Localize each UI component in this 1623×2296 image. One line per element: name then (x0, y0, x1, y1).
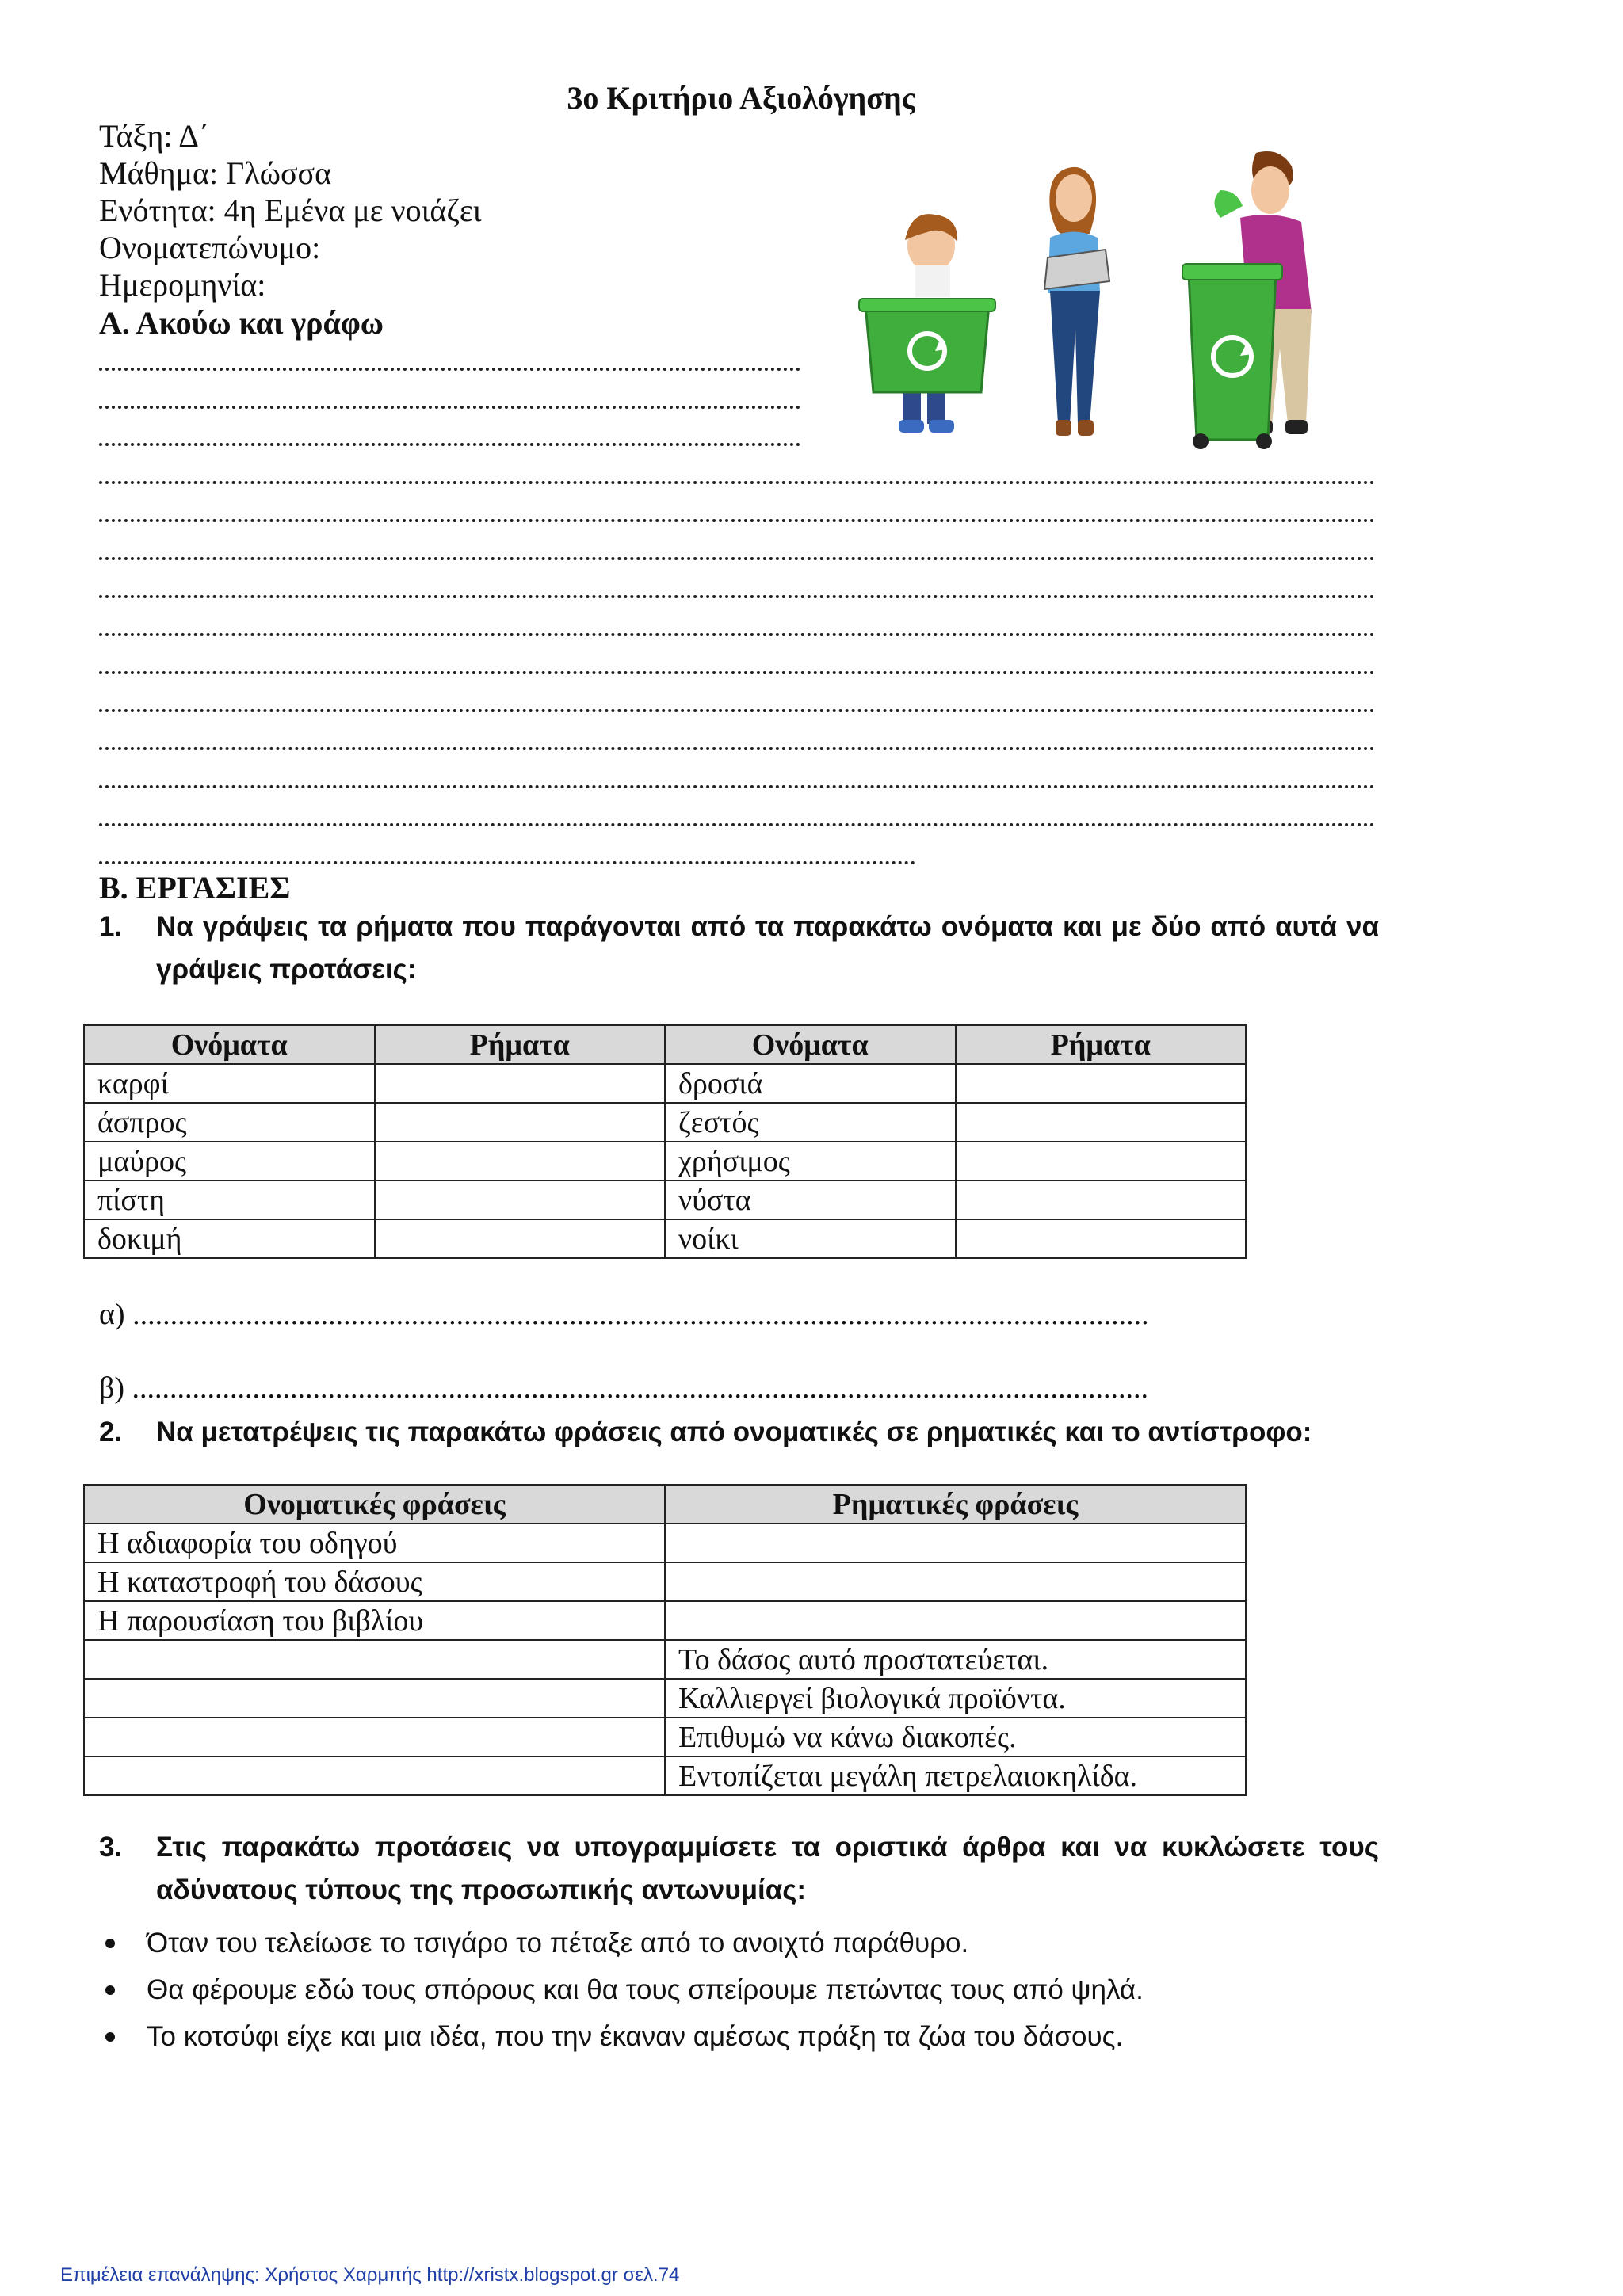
sentence-text: Το κοτσύφι είχε και μια ιδέα, που την έκαναν αμέσως πράξη τα ζώα του δάσους. (147, 2021, 1124, 2052)
recycling-box (859, 299, 995, 392)
dictation-line[interactable] (99, 440, 800, 446)
dictation-line[interactable] (99, 516, 1375, 522)
sentence-item (147, 2021, 1123, 2053)
column-header: Ονόματα (84, 1025, 375, 1064)
noun-cell: χρήσιμος (665, 1142, 956, 1180)
noun-cell: μαύρος (84, 1142, 375, 1180)
task1-number: 1. (99, 911, 123, 942)
column-header: Ρήματα (956, 1025, 1247, 1064)
task3-number: 3. (99, 1832, 123, 1863)
task2-number: 2. (99, 1417, 123, 1447)
sentence-text: Όταν του τελείωσε το τσιγάρο το πέταξε από το ανοιχτό παράθυρο. (147, 1928, 969, 1958)
verb-answer-cell[interactable] (956, 1103, 1247, 1142)
task1-heading (99, 906, 1379, 1001)
subject-line: Μάθημα: Γλώσσα (99, 155, 332, 191)
noun-cell: δροσιά (665, 1064, 956, 1103)
noun-phrase-answer-cell[interactable] (84, 1679, 665, 1718)
dictation-line[interactable] (99, 364, 800, 371)
sentence-text: Θα φέρουμε εδώ τους σπόρους και θα τους σπείρουμε πετώντας τους από ψηλά. (147, 1974, 1144, 2005)
sentence-answer-a[interactable]: α) ....................................................................................................................................... (99, 1298, 1149, 1331)
noun-phrase-answer-cell[interactable] (84, 1718, 665, 1756)
table-row (84, 1718, 1246, 1756)
page-title: 3ο Κριτήριο Αξιολόγησης (567, 80, 915, 116)
noun-cell: δοκιμή (84, 1219, 375, 1258)
noun-phrase-cell: Η καταστροφή του δάσους (84, 1562, 665, 1601)
verb-answer-cell[interactable] (375, 1103, 666, 1142)
table-row (84, 1679, 1246, 1718)
verb-phrase-answer-cell[interactable] (665, 1524, 1246, 1562)
recycling-bin (1182, 264, 1282, 449)
section-b-title: Β. ΕΡΓΑΣΙΕΣ (99, 870, 291, 906)
task3-instructions: Στις παρακάτω προτάσεις να υπογραμμίσετε τα οριστικά άρθρα και να κυκλώσετε τους αδύνατους τύπους της προσωπικής αντωνυμίας: (156, 1832, 1379, 1905)
verb-answer-cell[interactable] (375, 1064, 666, 1103)
dictation-line[interactable] (99, 744, 1375, 750)
verb-answer-cell[interactable] (956, 1219, 1247, 1258)
table-header-row (84, 1485, 1246, 1524)
phrases-table (83, 1484, 1247, 1796)
table-row (84, 1219, 1246, 1258)
table-row (84, 1756, 1246, 1795)
dictation-line[interactable] (99, 820, 1375, 826)
verb-phrase-cell: Καλλιεργεί βιολογικά προϊόντα. (665, 1679, 1246, 1718)
bullet-icon (105, 1939, 115, 1948)
date-line: Ημερομηνία: (99, 267, 266, 303)
verb-phrase-answer-cell[interactable] (665, 1601, 1246, 1640)
table-row (84, 1524, 1246, 1562)
verb-answer-cell[interactable] (375, 1180, 666, 1219)
verb-answer-cell[interactable] (956, 1142, 1247, 1180)
noun-cell: ζεστός (665, 1103, 956, 1142)
verb-phrase-cell: Το δάσος αυτό προστατεύεται. (665, 1640, 1246, 1679)
table-row (84, 1640, 1246, 1679)
verb-phrase-cell: Επιθυμώ να κάνω διακοπές. (665, 1718, 1246, 1756)
task2-instructions: Να μετατρέψεις τις παρακάτω φράσεις από ονοματικές σε ρηματικές και το αντίστροφο: (156, 1417, 1312, 1447)
table-row (84, 1142, 1246, 1180)
verb-phrase-answer-cell[interactable] (665, 1562, 1246, 1601)
table-row (84, 1562, 1246, 1601)
noun-phrase-answer-cell[interactable] (84, 1640, 665, 1679)
verb-answer-cell[interactable] (956, 1064, 1247, 1103)
bullet-icon (105, 1985, 115, 1995)
table-row (84, 1103, 1246, 1142)
sentence-item (147, 1974, 1144, 2006)
dictation-line[interactable] (99, 782, 1375, 788)
column-header: Ονοματικές φράσεις (84, 1485, 665, 1524)
class-line: Τάξη: Δ΄ (99, 118, 210, 154)
verb-answer-cell[interactable] (375, 1142, 666, 1180)
dictation-line[interactable] (99, 592, 1375, 598)
dictation-line[interactable] (99, 630, 1375, 636)
recycling-family-illustration (848, 147, 1363, 456)
unit-line: Ενότητα: 4η Εμένα με νοιάζει (99, 193, 482, 228)
task3-heading (99, 1826, 1379, 1921)
dictation-line[interactable] (99, 402, 800, 409)
verb-answer-cell[interactable] (956, 1180, 1247, 1219)
noun-phrase-answer-cell[interactable] (84, 1756, 665, 1795)
dictation-line[interactable] (99, 858, 915, 864)
verb-phrase-cell: Εντοπίζεται μεγάλη πετρελαιοκηλίδα. (665, 1756, 1246, 1795)
name-line: Ονοματεπώνυμο: (99, 230, 321, 265)
noun-cell: νύστα (665, 1180, 956, 1219)
task2-heading (99, 1411, 1379, 1459)
table-row (84, 1064, 1246, 1103)
table-header-row (84, 1025, 1246, 1064)
bullet-icon (105, 2032, 115, 2042)
woman-figure (1044, 167, 1109, 436)
noun-cell: άσπρος (84, 1103, 375, 1142)
dictation-line[interactable] (99, 706, 1375, 712)
verb-answer-cell[interactable] (375, 1219, 666, 1258)
noun-phrase-cell: Η παρουσίαση του βιβλίου (84, 1601, 665, 1640)
section-a-title: Α. Ακούω και γράφω (99, 305, 384, 341)
dictation-line[interactable] (99, 668, 1375, 674)
dictation-line[interactable] (99, 554, 1375, 560)
sentence-item (147, 1928, 968, 1959)
nouns-verbs-table (83, 1024, 1247, 1259)
table-row (84, 1601, 1246, 1640)
column-header: Ονόματα (665, 1025, 956, 1064)
noun-cell: νοίκι (665, 1219, 956, 1258)
noun-cell: πίστη (84, 1180, 375, 1219)
column-header: Ρηματικές φράσεις (665, 1485, 1246, 1524)
noun-phrase-cell: Η αδιαφορία του οδηγού (84, 1524, 665, 1562)
table-row (84, 1180, 1246, 1219)
sentence-answer-b[interactable]: β) ....................................................................................................................................... (99, 1371, 1148, 1405)
noun-cell: καρφί (84, 1064, 375, 1103)
column-header: Ρήματα (375, 1025, 666, 1064)
page-footer: Επιμέλεια επανάληψης: Χρήστος Χαρμπής http://xristx.blogspot.gr σελ.74 (60, 2264, 680, 2286)
task1-instructions: Να γράψεις τα ρήματα που παράγονται από τα παρακάτω ονόματα και με δύο από αυτά να γράψεις προτάσεις: (156, 911, 1379, 985)
dictation-line[interactable] (99, 478, 1375, 484)
